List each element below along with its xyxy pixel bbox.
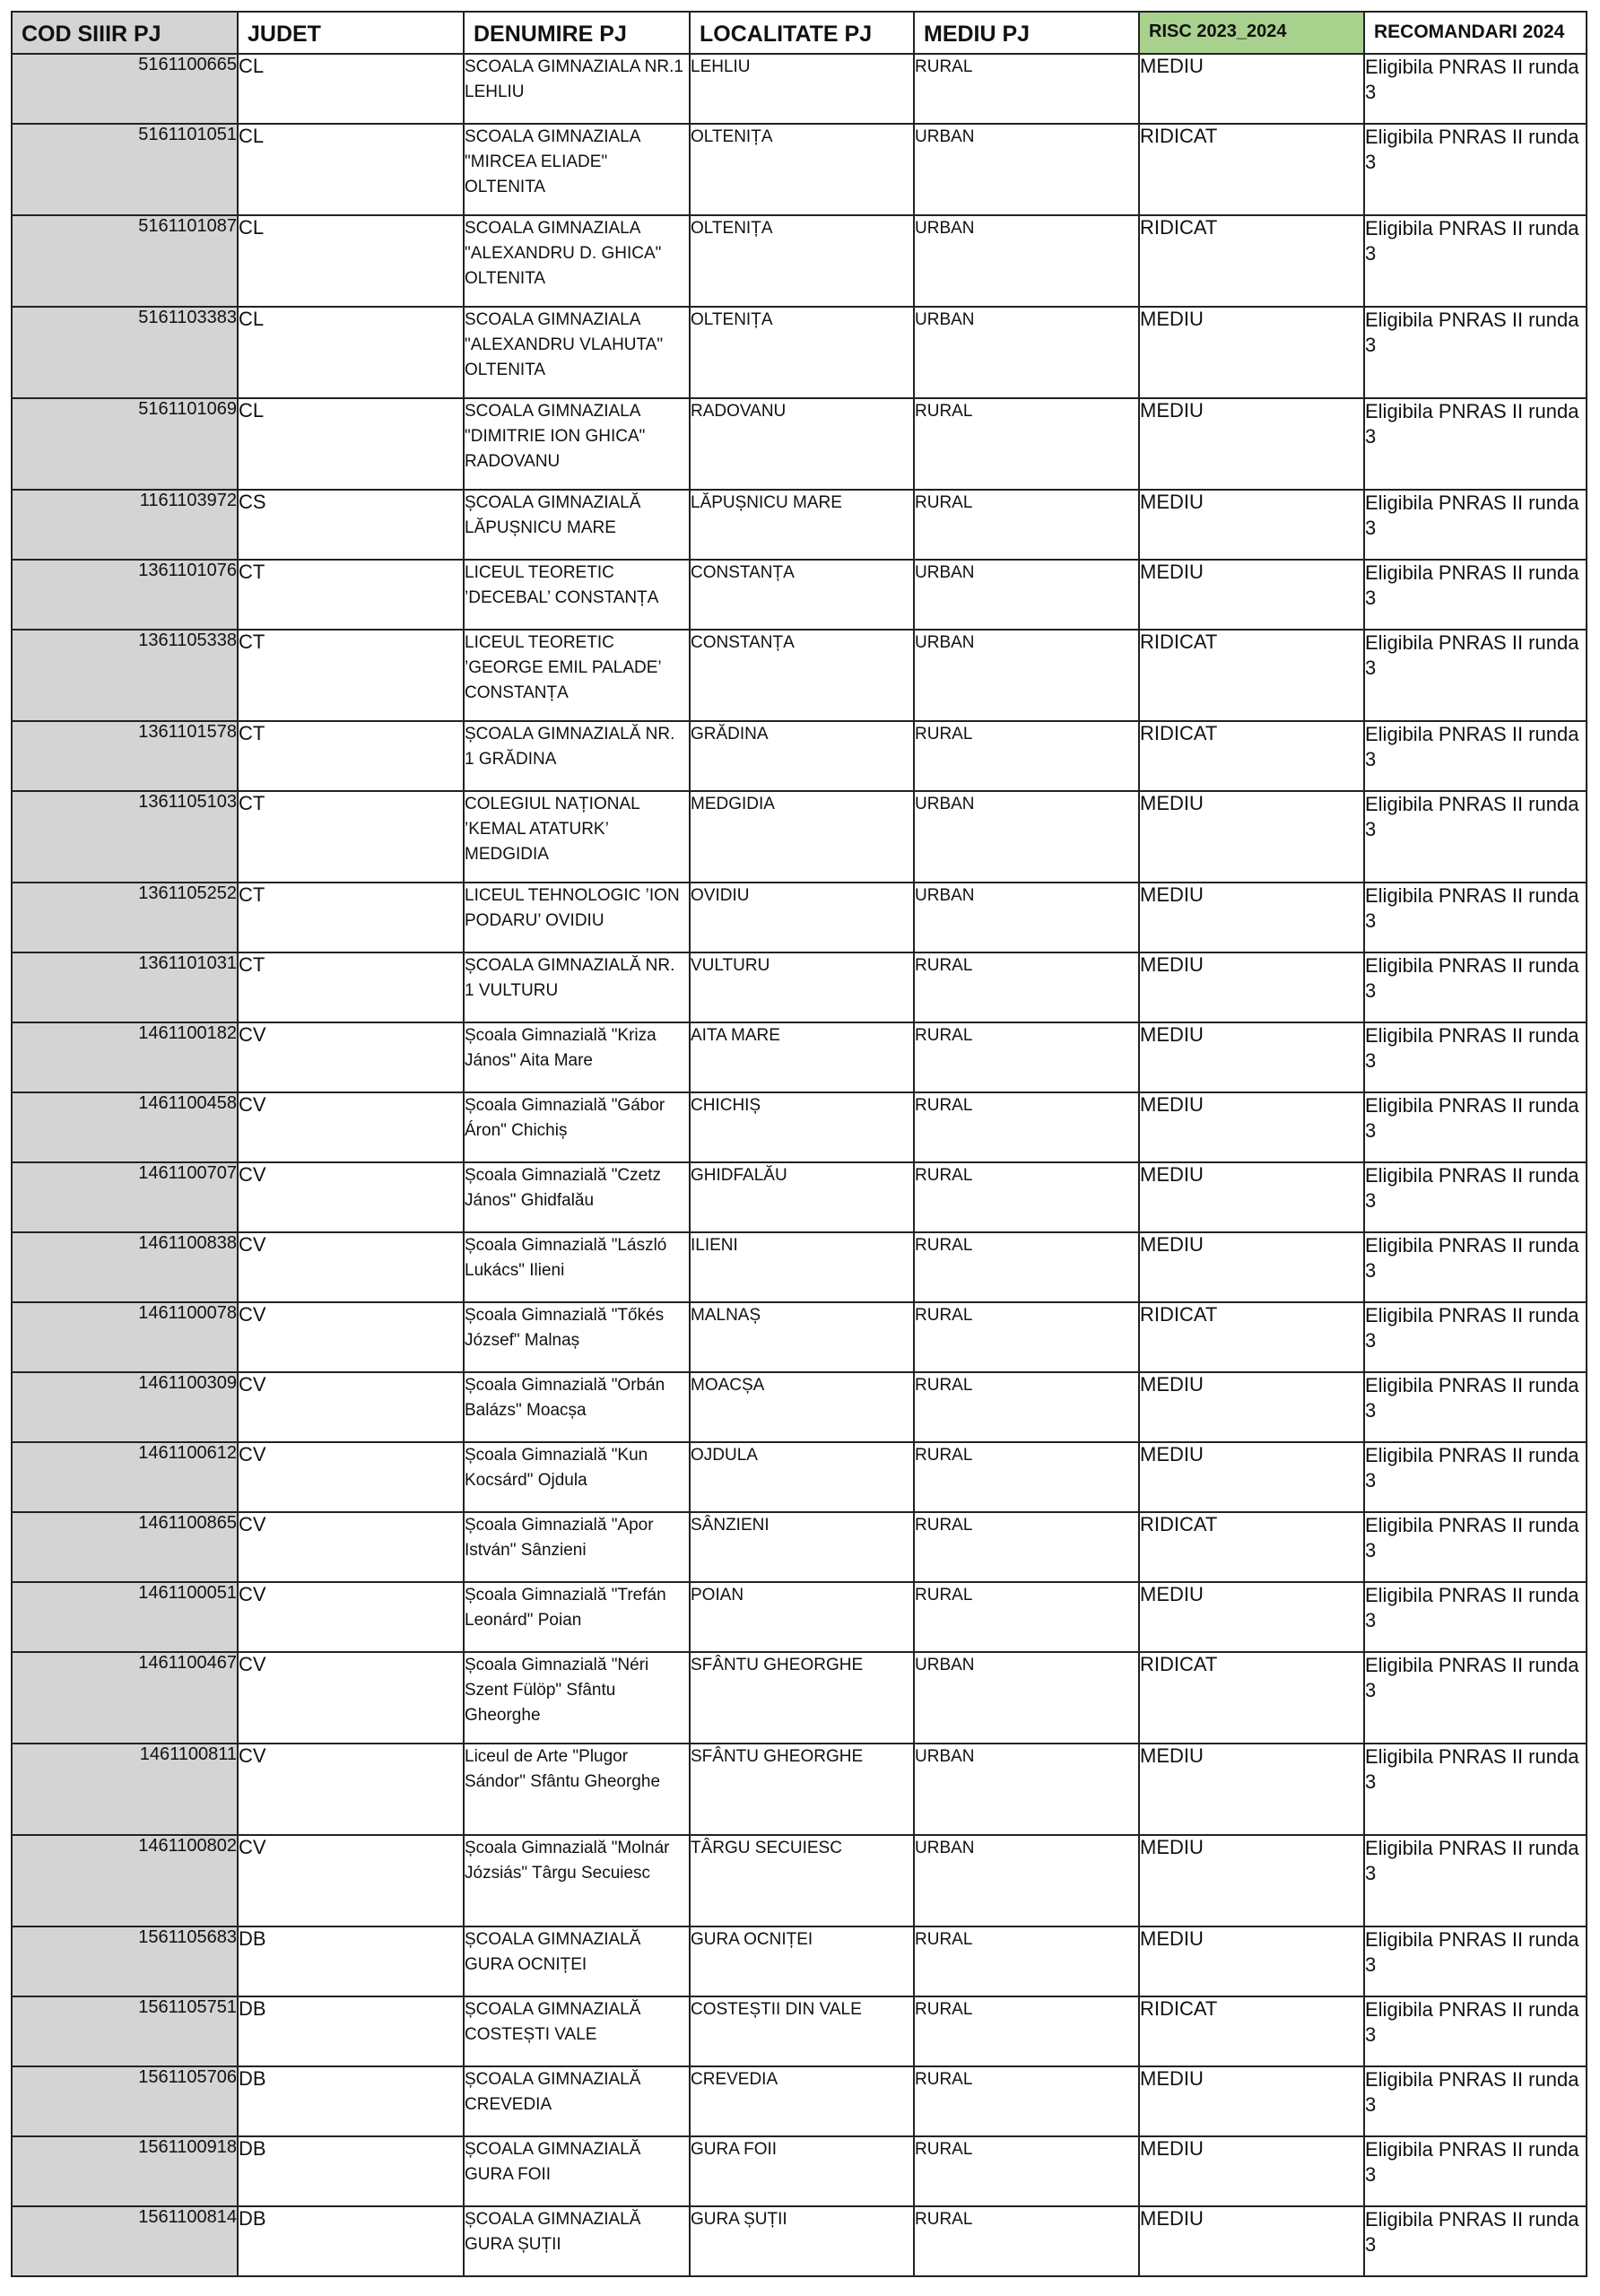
cell-denumire[interactable]: ȘCOALA GIMNAZIALĂ CREVEDIA xyxy=(464,2066,690,2136)
cell-localitate[interactable]: OVIDIU xyxy=(690,883,914,952)
cell-risc[interactable]: RIDICAT xyxy=(1139,215,1364,307)
table-row xyxy=(12,2136,1587,2206)
schools-table xyxy=(11,11,1587,2277)
cell-judet[interactable]: DB xyxy=(238,1996,464,2066)
cell-judet[interactable]: CV xyxy=(238,1512,464,1582)
cell-recomandari[interactable]: Eligibila PNRAS II runda 3 xyxy=(1364,1996,1587,2066)
cell-recomandari[interactable]: Eligibila PNRAS II runda 3 xyxy=(1364,952,1587,1022)
cell-denumire[interactable]: Școala Gimnazială "Kun Kocsárd" Ojdula xyxy=(464,1442,690,1512)
cell-recomandari[interactable]: Eligibila PNRAS II runda 3 xyxy=(1364,791,1587,883)
cell-localitate[interactable]: TÂRGU SECUIESC xyxy=(690,1835,914,1926)
cell-judet[interactable]: CT xyxy=(238,883,464,952)
cell-denumire[interactable]: Liceul de Arte "Plugor Sándor" Sfântu Gheorghe xyxy=(464,1744,690,1835)
cell-mediu[interactable]: URBAN xyxy=(914,1835,1139,1926)
cell-cod-siiir[interactable]: 1461100612 xyxy=(12,1442,238,1512)
header-judet[interactable]: JUDET xyxy=(238,12,464,54)
cell-mediu[interactable]: RURAL xyxy=(914,1092,1139,1162)
cell-recomandari[interactable]: Eligibila PNRAS II runda 3 xyxy=(1364,1442,1587,1512)
cell-judet[interactable]: CL xyxy=(238,124,464,215)
header-localitate[interactable]: LOCALITATE PJ xyxy=(690,12,914,54)
table-row xyxy=(12,2206,1587,2276)
cell-localitate[interactable]: SFÂNTU GHEORGHE xyxy=(690,1744,914,1835)
cell-judet[interactable]: CV xyxy=(238,1582,464,1652)
cell-risc[interactable]: MEDIU xyxy=(1139,883,1364,952)
cell-recomandari[interactable]: Eligibila PNRAS II runda 3 xyxy=(1364,883,1587,952)
cell-cod-siiir[interactable]: 1561100918 xyxy=(12,2136,238,2206)
cell-mediu[interactable]: RURAL xyxy=(914,1302,1139,1372)
table-row xyxy=(12,1372,1587,1442)
cell-denumire[interactable]: SCOALA GIMNAZIALA "ALEXANDRU VLAHUTA" OLTENITA xyxy=(464,307,690,398)
cell-cod-siiir[interactable]: 1461100811 xyxy=(12,1744,238,1835)
cell-cod-siiir[interactable]: 1161103972 xyxy=(12,490,238,560)
table-row xyxy=(12,721,1587,791)
cell-judet[interactable]: DB xyxy=(238,2206,464,2276)
cell-mediu[interactable]: RURAL xyxy=(914,1512,1139,1582)
cell-cod-siiir[interactable]: 1461100182 xyxy=(12,1022,238,1092)
cell-denumire[interactable]: SCOALA GIMNAZIALA "ALEXANDRU D. GHICA" OLTENITA xyxy=(464,215,690,307)
cell-judet[interactable]: DB xyxy=(238,1926,464,1996)
cell-risc[interactable]: RIDICAT xyxy=(1139,721,1364,791)
cell-risc[interactable]: MEDIU xyxy=(1139,1372,1364,1442)
cell-mediu[interactable]: URBAN xyxy=(914,883,1139,952)
table-row xyxy=(12,560,1587,630)
cell-localitate[interactable]: SFÂNTU GHEORGHE xyxy=(690,1652,914,1744)
cell-risc[interactable]: RIDICAT xyxy=(1139,1512,1364,1582)
cell-recomandari[interactable]: Eligibila PNRAS II runda 3 xyxy=(1364,307,1587,398)
cell-denumire[interactable]: Școala Gimnazială "Tőkés József" Malnaș xyxy=(464,1302,690,1372)
cell-cod-siiir[interactable]: 1561105683 xyxy=(12,1926,238,1996)
cell-localitate[interactable]: LEHLIU xyxy=(690,54,914,124)
cell-mediu[interactable]: RURAL xyxy=(914,54,1139,124)
cell-cod-siiir[interactable]: 1461100802 xyxy=(12,1835,238,1926)
cell-cod-siiir[interactable]: 1361101578 xyxy=(12,721,238,791)
cell-localitate[interactable]: MEDGIDIA xyxy=(690,791,914,883)
cell-risc[interactable]: MEDIU xyxy=(1139,1926,1364,1996)
cell-mediu[interactable]: RURAL xyxy=(914,490,1139,560)
table-row xyxy=(12,1162,1587,1232)
cell-judet[interactable]: CV xyxy=(238,1092,464,1162)
cell-risc[interactable]: MEDIU xyxy=(1139,1092,1364,1162)
cell-recomandari[interactable]: Eligibila PNRAS II runda 3 xyxy=(1364,1652,1587,1744)
cell-judet[interactable]: CS xyxy=(238,490,464,560)
cell-risc[interactable]: MEDIU xyxy=(1139,1442,1364,1512)
cell-risc[interactable]: MEDIU xyxy=(1139,1232,1364,1302)
cell-judet[interactable]: CL xyxy=(238,398,464,490)
cell-judet[interactable]: CV xyxy=(238,1302,464,1372)
cell-localitate[interactable]: CHICHIȘ xyxy=(690,1092,914,1162)
table-row xyxy=(12,54,1587,124)
cell-denumire[interactable]: ȘCOALA GIMNAZIALĂ GURA FOII xyxy=(464,2136,690,2206)
header-risc[interactable]: RISC 2023_2024 xyxy=(1139,12,1364,54)
cell-risc[interactable]: MEDIU xyxy=(1139,560,1364,630)
cell-cod-siiir[interactable]: 1461100467 xyxy=(12,1652,238,1744)
cell-judet[interactable]: CT xyxy=(238,630,464,721)
cell-localitate[interactable]: OLTENIȚA xyxy=(690,307,914,398)
table-row xyxy=(12,952,1587,1022)
cell-judet[interactable]: CT xyxy=(238,560,464,630)
cell-recomandari[interactable]: Eligibila PNRAS II runda 3 xyxy=(1364,2136,1587,2206)
cell-cod-siiir[interactable]: 1561105751 xyxy=(12,1996,238,2066)
cell-mediu[interactable]: URBAN xyxy=(914,124,1139,215)
cell-recomandari[interactable]: Eligibila PNRAS II runda 3 xyxy=(1364,1092,1587,1162)
cell-risc[interactable]: MEDIU xyxy=(1139,307,1364,398)
cell-judet[interactable]: DB xyxy=(238,2066,464,2136)
cell-recomandari[interactable]: Eligibila PNRAS II runda 3 xyxy=(1364,721,1587,791)
cell-mediu[interactable]: RURAL xyxy=(914,952,1139,1022)
cell-risc[interactable]: MEDIU xyxy=(1139,1744,1364,1835)
cell-cod-siiir[interactable]: 1361105338 xyxy=(12,630,238,721)
cell-risc[interactable]: RIDICAT xyxy=(1139,1302,1364,1372)
table-row xyxy=(12,1582,1587,1652)
cell-localitate[interactable]: VULTURU xyxy=(690,952,914,1022)
cell-risc[interactable]: MEDIU xyxy=(1139,2136,1364,2206)
cell-denumire[interactable]: ȘCOALA GIMNAZIALĂ COSTEȘTI VALE xyxy=(464,1996,690,2066)
cell-recomandari[interactable]: Eligibila PNRAS II runda 3 xyxy=(1364,2206,1587,2276)
table-row xyxy=(12,398,1587,490)
cell-judet[interactable]: DB xyxy=(238,2136,464,2206)
table-row xyxy=(12,2066,1587,2136)
cell-mediu[interactable]: RURAL xyxy=(914,1582,1139,1652)
cell-risc[interactable]: RIDICAT xyxy=(1139,1996,1364,2066)
cell-mediu[interactable]: URBAN xyxy=(914,215,1139,307)
cell-recomandari[interactable]: Eligibila PNRAS II runda 3 xyxy=(1364,1744,1587,1835)
cell-risc[interactable]: MEDIU xyxy=(1139,1582,1364,1652)
cell-judet[interactable]: CV xyxy=(238,1744,464,1835)
cell-localitate[interactable]: GURA ȘUȚII xyxy=(690,2206,914,2276)
cell-mediu[interactable]: URBAN xyxy=(914,560,1139,630)
cell-denumire[interactable]: SCOALA GIMNAZIALA NR.1 LEHLIU xyxy=(464,54,690,124)
cell-risc[interactable]: MEDIU xyxy=(1139,791,1364,883)
table-row xyxy=(12,490,1587,560)
cell-risc[interactable]: RIDICAT xyxy=(1139,630,1364,721)
table-row xyxy=(12,124,1587,215)
cell-denumire[interactable]: Școala Gimnazială "Kriza János" Aita Mare xyxy=(464,1022,690,1092)
cell-judet[interactable]: CT xyxy=(238,791,464,883)
cell-judet[interactable]: CT xyxy=(238,952,464,1022)
cell-denumire[interactable]: COLEGIUL NAȚIONAL ’KEMAL ATATURK’ MEDGIDIA xyxy=(464,791,690,883)
cell-denumire[interactable]: LICEUL TEORETIC ’GEORGE EMIL PALADE’ CONSTANȚA xyxy=(464,630,690,721)
cell-judet[interactable]: CV xyxy=(238,1022,464,1092)
cell-recomandari[interactable]: Eligibila PNRAS II runda 3 xyxy=(1364,1372,1587,1442)
cell-localitate[interactable]: RADOVANU xyxy=(690,398,914,490)
cell-mediu[interactable]: RURAL xyxy=(914,2136,1139,2206)
cell-mediu[interactable]: RURAL xyxy=(914,1996,1139,2066)
cell-denumire[interactable]: SCOALA GIMNAZIALA "MIRCEA ELIADE" OLTENITA xyxy=(464,124,690,215)
cell-localitate[interactable]: COSTEȘTII DIN VALE xyxy=(690,1996,914,2066)
cell-mediu[interactable]: RURAL xyxy=(914,1162,1139,1232)
cell-recomandari[interactable]: Eligibila PNRAS II runda 3 xyxy=(1364,1162,1587,1232)
cell-judet[interactable]: CT xyxy=(238,721,464,791)
cell-risc[interactable]: MEDIU xyxy=(1139,54,1364,124)
table-row xyxy=(12,1835,1587,1926)
table-body xyxy=(12,54,1587,2276)
table-row xyxy=(12,1092,1587,1162)
cell-recomandari[interactable]: Eligibila PNRAS II runda 3 xyxy=(1364,215,1587,307)
cell-denumire[interactable]: Școala Gimnazială "Apor István" Sânzieni xyxy=(464,1512,690,1582)
cell-mediu[interactable]: URBAN xyxy=(914,307,1139,398)
cell-denumire[interactable]: Școala Gimnazială "Néri Szent Fülöp" Sfântu Gheorghe xyxy=(464,1652,690,1744)
cell-localitate[interactable]: SÂNZIENI xyxy=(690,1512,914,1582)
cell-judet[interactable]: CV xyxy=(238,1162,464,1232)
cell-mediu[interactable]: RURAL xyxy=(914,1372,1139,1442)
cell-risc[interactable]: MEDIU xyxy=(1139,398,1364,490)
cell-recomandari[interactable]: Eligibila PNRAS II runda 3 xyxy=(1364,1512,1587,1582)
cell-denumire[interactable]: ȘCOALA GIMNAZIALĂ NR. 1 VULTURU xyxy=(464,952,690,1022)
cell-mediu[interactable]: RURAL xyxy=(914,1232,1139,1302)
cell-risc[interactable]: MEDIU xyxy=(1139,1835,1364,1926)
cell-judet[interactable]: CV xyxy=(238,1442,464,1512)
cell-localitate[interactable]: MOACȘA xyxy=(690,1372,914,1442)
cell-risc[interactable]: MEDIU xyxy=(1139,1022,1364,1092)
cell-recomandari[interactable]: Eligibila PNRAS II runda 3 xyxy=(1364,1582,1587,1652)
cell-cod-siiir[interactable]: 1361105252 xyxy=(12,883,238,952)
cell-cod-siiir[interactable]: 1461100309 xyxy=(12,1372,238,1442)
table-row xyxy=(12,1996,1587,2066)
header-recomandari[interactable]: RECOMANDARI 2024 xyxy=(1364,12,1587,54)
table-row xyxy=(12,1022,1587,1092)
cell-recomandari[interactable]: Eligibila PNRAS II runda 3 xyxy=(1364,2066,1587,2136)
table-row xyxy=(12,1302,1587,1372)
cell-recomandari[interactable]: Eligibila PNRAS II runda 3 xyxy=(1364,630,1587,721)
cell-cod-siiir[interactable]: 1561100814 xyxy=(12,2206,238,2276)
cell-risc[interactable]: MEDIU xyxy=(1139,2206,1364,2276)
cell-recomandari[interactable]: Eligibila PNRAS II runda 3 xyxy=(1364,1835,1587,1926)
cell-denumire[interactable]: ȘCOALA GIMNAZIALĂ GURA OCNIȚEI xyxy=(464,1926,690,1996)
cell-localitate[interactable]: CREVEDIA xyxy=(690,2066,914,2136)
cell-denumire[interactable]: ȘCOALA GIMNAZIALĂ GURA ȘUȚII xyxy=(464,2206,690,2276)
cell-mediu[interactable]: URBAN xyxy=(914,1652,1139,1744)
cell-risc[interactable]: MEDIU xyxy=(1139,2066,1364,2136)
cell-denumire[interactable]: ȘCOALA GIMNAZIALĂ LĂPUȘNICU MARE xyxy=(464,490,690,560)
cell-denumire[interactable]: Școala Gimnazială "László Lukács" Ilieni xyxy=(464,1232,690,1302)
table-row xyxy=(12,1442,1587,1512)
cell-mediu[interactable]: URBAN xyxy=(914,1744,1139,1835)
table-row xyxy=(12,630,1587,721)
cell-localitate[interactable]: OLTENIȚA xyxy=(690,124,914,215)
cell-mediu[interactable]: URBAN xyxy=(914,791,1139,883)
table-row xyxy=(12,883,1587,952)
cell-recomandari[interactable]: Eligibila PNRAS II runda 3 xyxy=(1364,1302,1587,1372)
cell-risc[interactable]: MEDIU xyxy=(1139,1162,1364,1232)
header-cod-siiir[interactable]: COD SIIIR PJ xyxy=(12,12,238,54)
table-row xyxy=(12,215,1587,307)
cell-risc[interactable]: MEDIU xyxy=(1139,952,1364,1022)
cell-cod-siiir[interactable]: 1461100458 xyxy=(12,1092,238,1162)
cell-localitate[interactable]: POIAN xyxy=(690,1582,914,1652)
cell-judet[interactable]: CV xyxy=(238,1835,464,1926)
cell-cod-siiir[interactable]: 5161101087 xyxy=(12,215,238,307)
cell-recomandari[interactable]: Eligibila PNRAS II runda 3 xyxy=(1364,124,1587,215)
cell-risc[interactable]: RIDICAT xyxy=(1139,1652,1364,1744)
cell-cod-siiir[interactable]: 1461100707 xyxy=(12,1162,238,1232)
table-row xyxy=(12,307,1587,398)
cell-cod-siiir[interactable]: 1361101076 xyxy=(12,560,238,630)
cell-denumire[interactable]: SCOALA GIMNAZIALA "DIMITRIE ION GHICA" RADOVANU xyxy=(464,398,690,490)
table-row xyxy=(12,791,1587,883)
cell-denumire[interactable]: Școala Gimnazială "Molnár Józsiás" Târgu Secuiesc xyxy=(464,1835,690,1926)
table-row xyxy=(12,1652,1587,1744)
table-row xyxy=(12,1512,1587,1582)
cell-mediu[interactable]: RURAL xyxy=(914,721,1139,791)
cell-risc[interactable]: RIDICAT xyxy=(1139,124,1364,215)
cell-denumire[interactable]: Școala Gimnazială "Czetz János" Ghidfalău xyxy=(464,1162,690,1232)
cell-judet[interactable]: CV xyxy=(238,1232,464,1302)
cell-mediu[interactable]: RURAL xyxy=(914,2066,1139,2136)
cell-mediu[interactable]: RURAL xyxy=(914,1926,1139,1996)
cell-denumire[interactable]: LICEUL TEORETIC ’DECEBAL’ CONSTANȚA xyxy=(464,560,690,630)
cell-mediu[interactable]: RURAL xyxy=(914,1022,1139,1092)
cell-judet[interactable]: CL xyxy=(238,54,464,124)
cell-recomandari[interactable]: Eligibila PNRAS II runda 3 xyxy=(1364,398,1587,490)
cell-cod-siiir[interactable]: 1361101031 xyxy=(12,952,238,1022)
cell-recomandari[interactable]: Eligibila PNRAS II runda 3 xyxy=(1364,490,1587,560)
cell-recomandari[interactable]: Eligibila PNRAS II runda 3 xyxy=(1364,1022,1587,1092)
cell-localitate[interactable]: CONSTANȚA xyxy=(690,560,914,630)
cell-mediu[interactable]: RURAL xyxy=(914,1442,1139,1512)
cell-recomandari[interactable]: Eligibila PNRAS II runda 3 xyxy=(1364,560,1587,630)
cell-localitate[interactable]: AITA MARE xyxy=(690,1022,914,1092)
cell-denumire[interactable]: LICEUL TEHNOLOGIC ’ION PODARU’ OVIDIU xyxy=(464,883,690,952)
cell-denumire[interactable]: Școala Gimnazială "Orbán Balázs" Moacșa xyxy=(464,1372,690,1442)
cell-risc[interactable]: MEDIU xyxy=(1139,490,1364,560)
cell-mediu[interactable]: RURAL xyxy=(914,2206,1139,2276)
cell-judet[interactable]: CL xyxy=(238,215,464,307)
cell-cod-siiir[interactable]: 1561105706 xyxy=(12,2066,238,2136)
cell-recomandari[interactable]: Eligibila PNRAS II runda 3 xyxy=(1364,1232,1587,1302)
cell-mediu[interactable]: URBAN xyxy=(914,630,1139,721)
cell-judet[interactable]: CL xyxy=(238,307,464,398)
cell-judet[interactable]: CV xyxy=(238,1652,464,1744)
cell-localitate[interactable]: GRĂDINA xyxy=(690,721,914,791)
header-row xyxy=(12,12,1587,54)
cell-localitate[interactable]: OJDULA xyxy=(690,1442,914,1512)
table-row xyxy=(12,1232,1587,1302)
cell-cod-siiir[interactable]: 1461100865 xyxy=(12,1512,238,1582)
cell-denumire[interactable]: Școala Gimnazială "Trefán Leonárd" Poian xyxy=(464,1582,690,1652)
cell-cod-siiir[interactable]: 1461100838 xyxy=(12,1232,238,1302)
cell-localitate[interactable]: CONSTANȚA xyxy=(690,630,914,721)
cell-localitate[interactable]: GURA FOII xyxy=(690,2136,914,2206)
cell-cod-siiir[interactable]: 5161100665 xyxy=(12,54,238,124)
cell-localitate[interactable]: GURA OCNIȚEI xyxy=(690,1926,914,1996)
cell-localitate[interactable]: LĂPUȘNICU MARE xyxy=(690,490,914,560)
cell-recomandari[interactable]: Eligibila PNRAS II runda 3 xyxy=(1364,54,1587,124)
cell-recomandari[interactable]: Eligibila PNRAS II runda 3 xyxy=(1364,1926,1587,1996)
table-row xyxy=(12,1744,1587,1835)
cell-denumire[interactable]: Școala Gimnazială "Gábor Áron" Chichiș xyxy=(464,1092,690,1162)
cell-localitate[interactable]: OLTENIȚA xyxy=(690,215,914,307)
header-mediu[interactable]: MEDIU PJ xyxy=(914,12,1139,54)
cell-mediu[interactable]: RURAL xyxy=(914,398,1139,490)
cell-cod-siiir[interactable]: 5161103383 xyxy=(12,307,238,398)
cell-localitate[interactable]: MALNAȘ xyxy=(690,1302,914,1372)
cell-localitate[interactable]: ILIENI xyxy=(690,1232,914,1302)
cell-denumire[interactable]: ȘCOALA GIMNAZIALĂ NR. 1 GRĂDINA xyxy=(464,721,690,791)
cell-cod-siiir[interactable]: 5161101069 xyxy=(12,398,238,490)
cell-cod-siiir[interactable]: 5161101051 xyxy=(12,124,238,215)
table-row xyxy=(12,1926,1587,1996)
cell-cod-siiir[interactable]: 1361105103 xyxy=(12,791,238,883)
cell-cod-siiir[interactable]: 1461100078 xyxy=(12,1302,238,1372)
cell-localitate[interactable]: GHIDFALĂU xyxy=(690,1162,914,1232)
cell-cod-siiir[interactable]: 1461100051 xyxy=(12,1582,238,1652)
header-denumire[interactable]: DENUMIRE PJ xyxy=(464,12,690,54)
cell-judet[interactable]: CV xyxy=(238,1372,464,1442)
